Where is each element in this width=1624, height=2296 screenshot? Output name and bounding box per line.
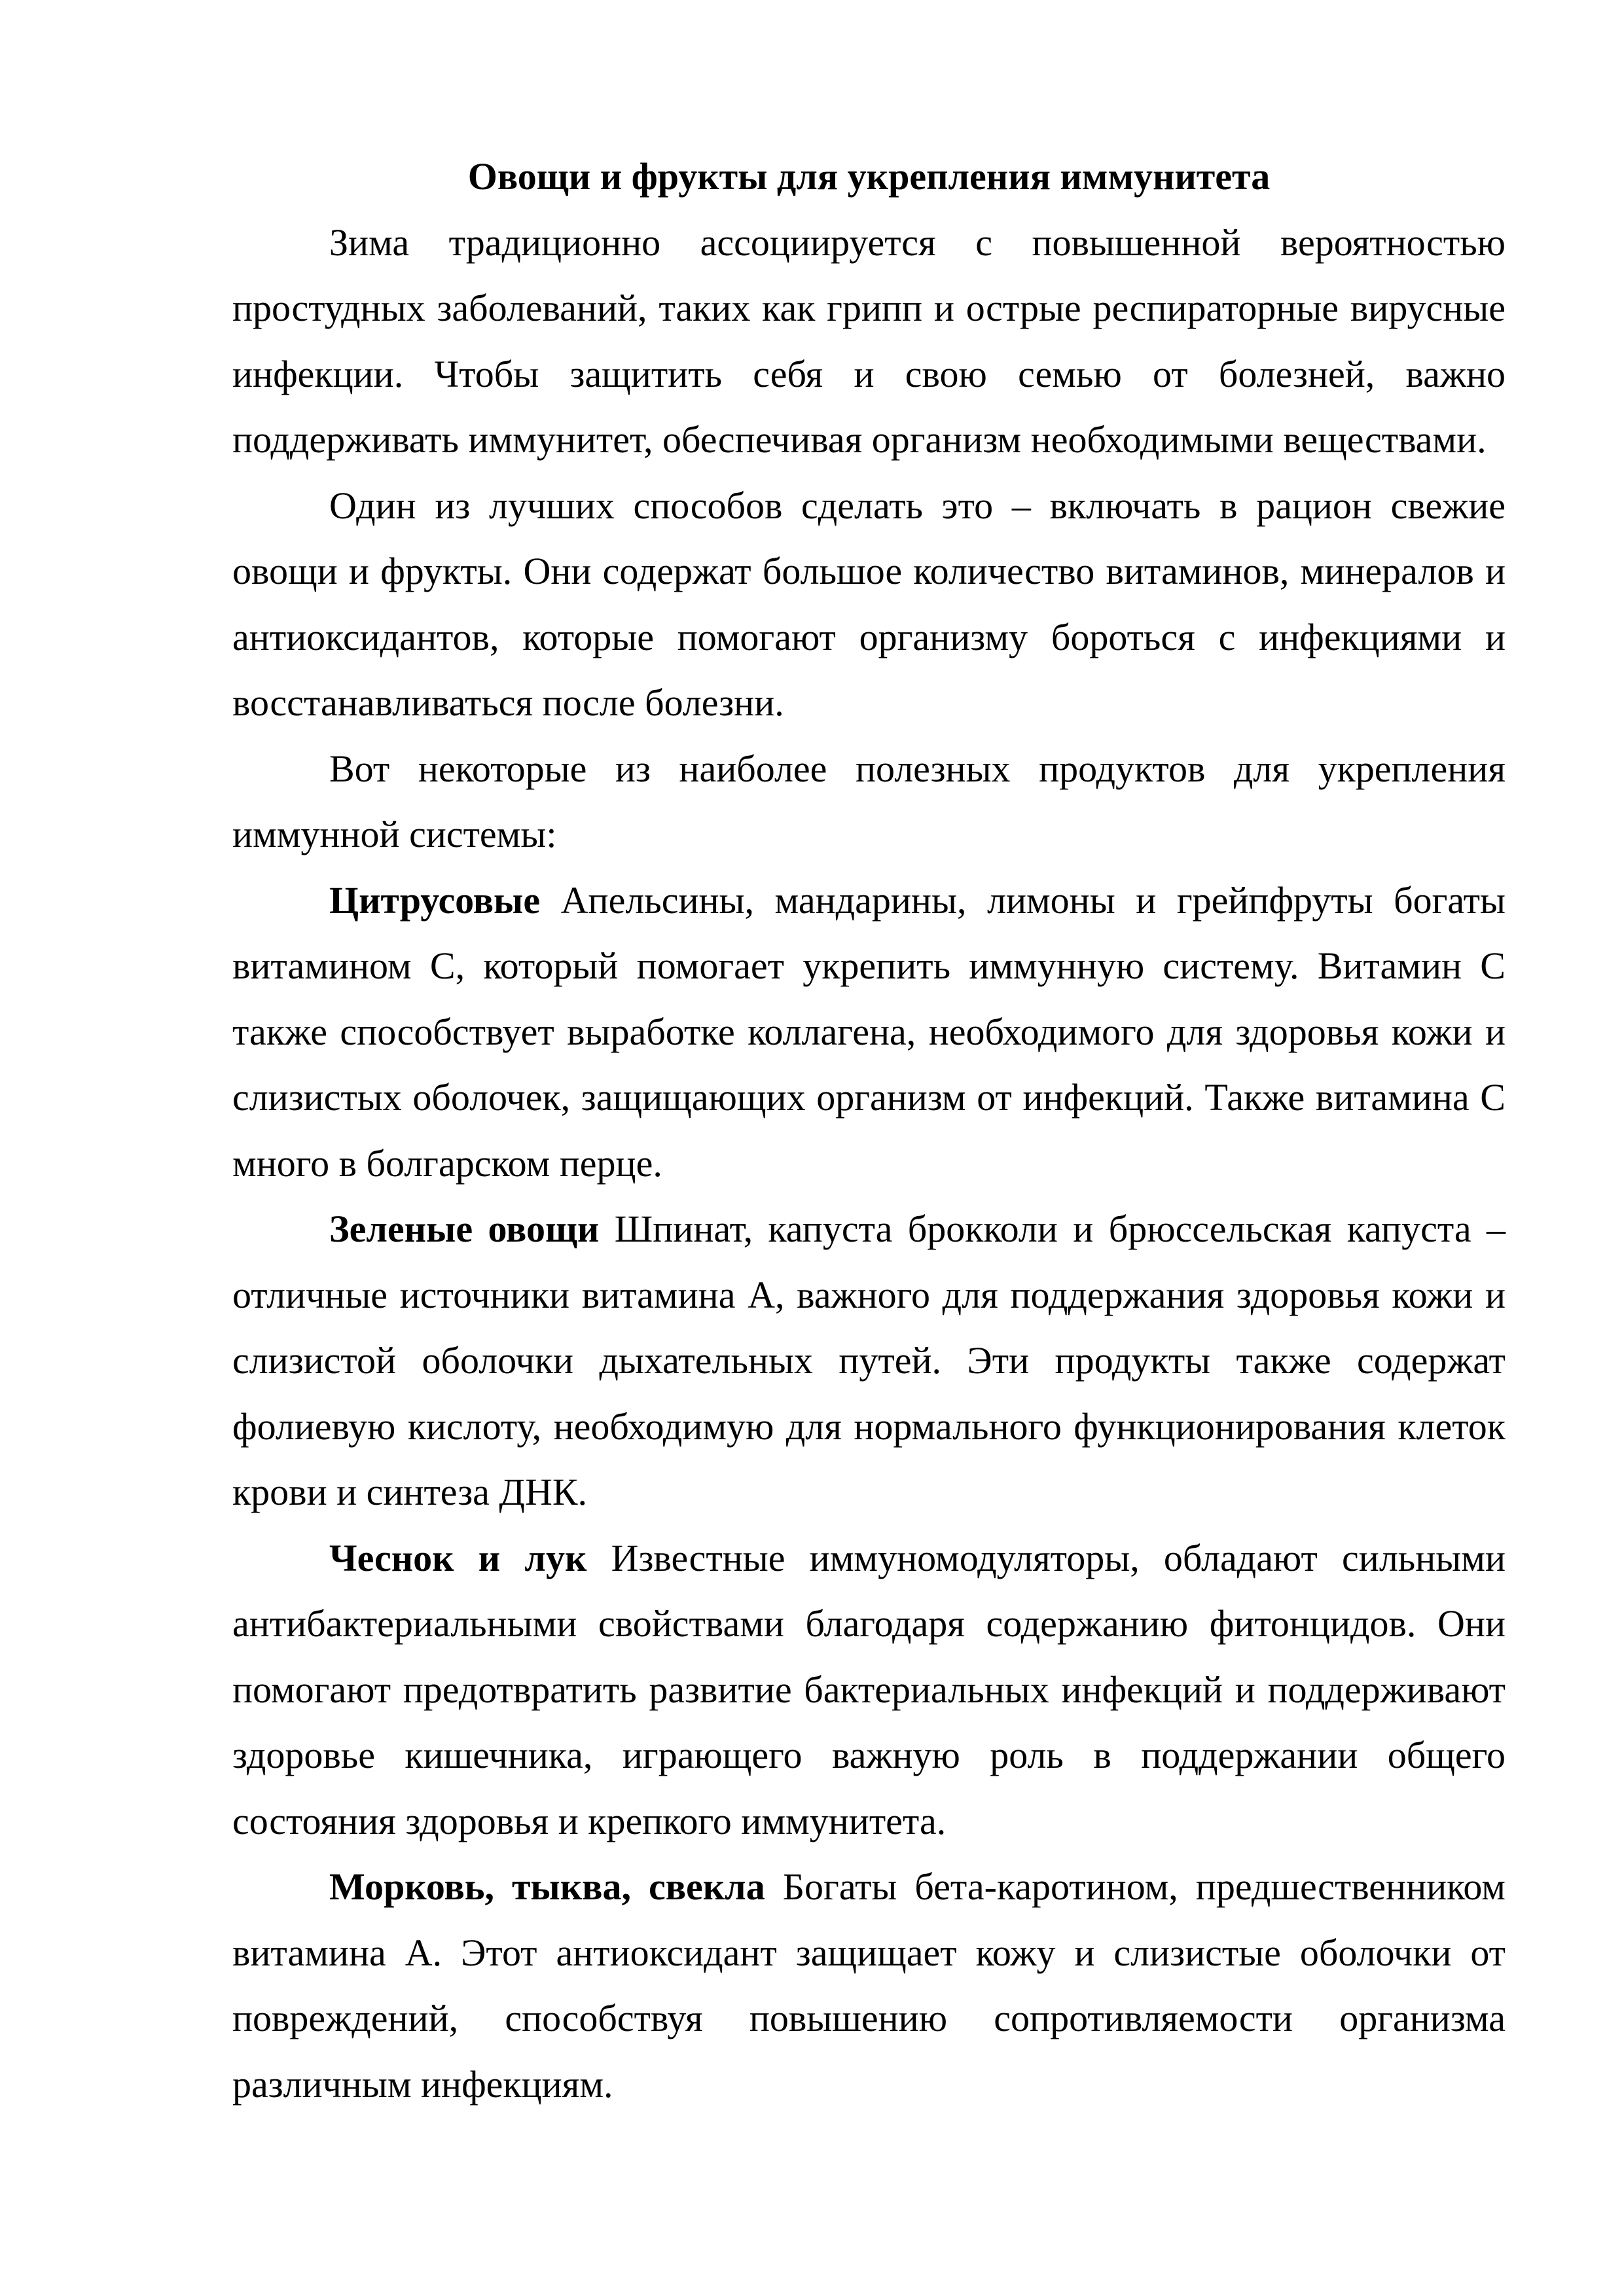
paragraph-text: Апельсины, мандарины, лимоны и грейпфруты богаты витамином С, который помогает укрепить иммунную систему. Витамин С также способствует выработке коллагена, необходимого для здоровья кожи и слизистых оболочек, защищающих организм от инфекций. Также витамина С много в болгарском перце.	[232, 878, 1506, 1185]
paragraph-text: Зима традиционно ассоциируется с повышенной вероятностью простудных заболеваний, таких как грипп и острые респираторные вирусные инфекции. Чтобы защитить себя и свою семью от болезней, важно поддерживать иммунитет, обеспечивая организм необходимыми веществами.	[232, 221, 1506, 461]
paragraph-lead-carrot-pumpkin-beet: Морковь, тыква, свекла	[329, 1865, 765, 1908]
paragraph-citrus	[232, 868, 1506, 1197]
paragraph-text: Вот некоторые из наиболее полезных продуктов для укрепления иммунной системы:	[232, 747, 1506, 855]
document-content	[232, 144, 1506, 2117]
paragraph-list-intro	[232, 736, 1506, 868]
paragraph-garlic-onion	[232, 1526, 1506, 1855]
paragraph-lead-green-vegetables: Зеленые овощи	[329, 1208, 600, 1250]
paragraph-text: Один из лучших способов сделать это – включать в рацион свежие овощи и фрукты. Они содержат большое количество витаминов, минералов и антиоксидантов, которые помогают организму бороться с инфекциями и восстанавливаться после болезни.	[232, 484, 1506, 724]
paragraph-text: Известные иммуномодуляторы, обладают сильными антибактериальными свойствами благодаря содержанию фитонцидов. Они помогают предотвратить развитие бактериальных инфекций и поддерживают здоровье кишечника, играющего важную роль в поддержании общего состояния здоровья и крепкого иммунитета.	[232, 1536, 1506, 1842]
paragraph-green-vegetables	[232, 1196, 1506, 1526]
paragraph-carrot-pumpkin-beet	[232, 1854, 1506, 2117]
document-title: Овощи и фрукты для укрепления иммунитета	[467, 155, 1271, 198]
paragraph-lead-citrus: Цитрусовые	[329, 878, 541, 922]
paragraph-best-way	[232, 473, 1506, 736]
paragraph-intro-winter	[232, 210, 1506, 473]
paragraph-text: Богаты бета-каротином, предшественником витамина А. Этот антиоксидант защищает кожу и слизистые оболочки от повреждений, способствуя повышению сопротивляемости организма различным инфекциям.	[232, 1865, 1506, 2106]
paragraph-lead-garlic-onion: Чеснок и лук	[329, 1536, 587, 1579]
paragraph-text: Шпинат, капуста брокколи и брюссельская капуста – отличные источники витамина А, важного для поддержания здоровья кожи и слизистой оболочки дыхательных путей. Эти продукты также содержат фолиевую кислоту, необходимую для нормального функционирования клеток крови и синтеза ДНК.	[232, 1208, 1506, 1513]
